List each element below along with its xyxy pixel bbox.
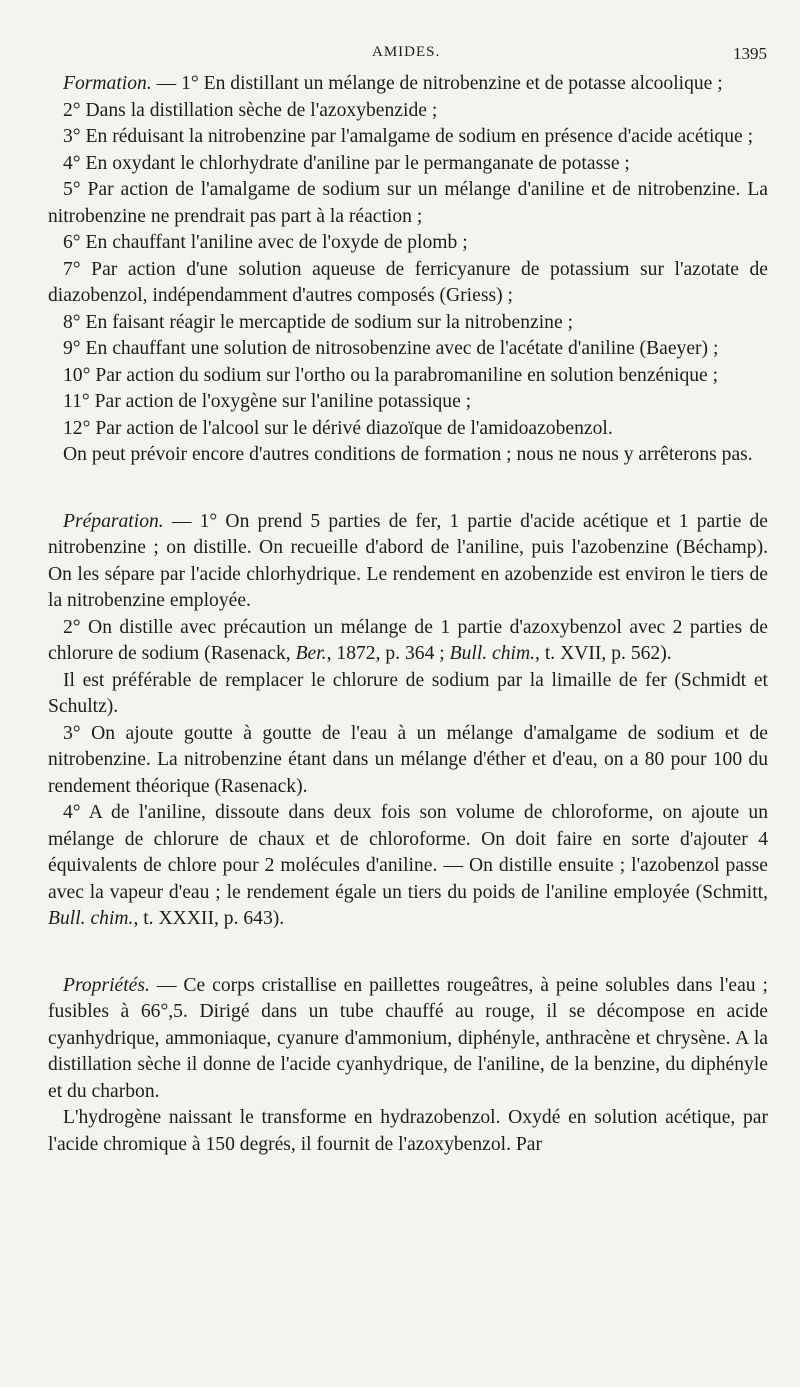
- formation-item-10: 10° Par action du sodium sur l'ortho ou la parabromaniline en solution benzénique ;: [63, 364, 719, 386]
- section-proprietes: [48, 973, 768, 1159]
- proprietes-paragraph-1: Propriétés. — Ce corps cristallise en paillettes rougeâtres, à peine solubles dans l'eau ; fusibles à 66°,5. Dirigé dans un tube chauffé au rouge, il se décompose en acide cyanhydrique, ammoniaque, cyanure d'ammonium, diphényle, anthracène et chrysène. A la distillation sèche il donne de l'acide cyanhydrique, de l'aniline, de la benzine, du diphényle et du charbon.: [48, 974, 768, 1102]
- section-title-proprietes: Propriétés.: [63, 974, 150, 996]
- formation-item-2: 2° Dans la distillation sèche de l'azoxybenzide ;: [63, 99, 438, 121]
- preparation-paragraph-4: 3° On ajoute goutte à goutte de l'eau à un mélange d'amalgame de sodium et de nitrobenzine. La nitrobenzine étant dans un mélange d'éther et d'eau, on a 80 pour 100 du rendement théorique (Rasenack).: [48, 722, 768, 797]
- formation-item-1: Formation. — 1° En distillant un mélange de nitrobenzine et de potasse alcoolique ;: [63, 73, 723, 94]
- section-title-formation: Formation.: [63, 73, 152, 94]
- page-header: [0, 44, 800, 68]
- formation-conclusion: On peut prévoir encore d'autres conditions de formation ; nous ne nous y arrêterons pas.: [63, 444, 753, 465]
- section-formation: [48, 71, 768, 469]
- running-title: AMIDES.: [372, 44, 441, 60]
- citation-bull-chim-2: Bull. chim.: [48, 908, 134, 929]
- formation-item-8: 8° En faisant réagir le mercaptide de sodium sur la nitrobenzine ;: [63, 311, 574, 333]
- formation-item-4: 4° En oxydant le chlorhydrate d'aniline par le permanganate de potasse ;: [63, 152, 630, 174]
- proprietes-paragraph-2: L'hydrogène naissant le transforme en hydrazobenzol. Oxydé en solution acétique, par l'acide chromique à 150 degrés, il fournit de l'azoxybenzol. Par: [48, 1107, 768, 1155]
- page-number: 1395: [733, 44, 767, 63]
- citation-ber: Ber.: [295, 643, 327, 664]
- citation-bull-chim: Bull. chim.: [449, 643, 536, 664]
- preparation-paragraph-1: Préparation. — 1° On prend 5 parties de fer, 1 partie d'acide acétique et 1 partie de nitrobenzine ; on distille. On recueille d'abord de l'aniline, puis l'azobenzine (Béchamp). On les sépare par l'acide chlorhydrique. Le rendement en azobenzide est environ le tiers de la nitrobenzine employée.: [48, 510, 768, 611]
- formation-item-7: 7° Par action d'une solution aqueuse de ferricyanure de potassium sur l'azotate de diazobenzol, indépendamment d'autres composés (Griess) ;: [48, 258, 768, 306]
- section-title-preparation: Préparation.: [63, 510, 164, 532]
- page-content: [48, 71, 768, 1158]
- preparation-paragraph-5: 4° A de l'aniline, dissoute dans deux fois son volume de chloroforme, on ajoute un mélange de chlorure de chaux et de chloroforme. On doit faire en sorte d'ajouter 4 équivalents de chlore pour 2 molécules d'aniline. — On distille ensuite ; l'azobenzol passe avec la vapeur d'eau ; le rendement égale un tiers du poids de l'aniline employée (Schmitt, Bull. chim., t. XXXII, p. 643).: [48, 802, 768, 929]
- formation-item-3: 3° En réduisant la nitrobenzine par l'amalgame de sodium en présence d'acide acétique ;: [63, 126, 754, 147]
- preparation-paragraph-2: 2° On distille avec précaution un mélange de 1 partie d'azoxybenzol avec 2 parties de chlorure de sodium (Rasenack, Ber., 1872, p. 364 ; Bull. chim., t. XVII, p. 562).: [48, 616, 768, 664]
- preparation-paragraph-3: Il est préférable de remplacer le chlorure de sodium par la limaille de fer (Schmidt et Schultz).: [48, 669, 768, 717]
- formation-item-5: 5° Par action de l'amalgame de sodium sur un mélange d'aniline et de nitrobenzine. La nitrobenzine ne prendrait pas part à la réaction ;: [48, 179, 768, 227]
- formation-item-6: 6° En chauffant l'aniline avec de l'oxyde de plomb ;: [63, 232, 468, 253]
- formation-item-12: 12° Par action de l'alcool sur le dérivé diazoïque de l'amidoazobenzol.: [63, 417, 613, 439]
- formation-item-11: 11° Par action de l'oxygène sur l'aniline potassique ;: [63, 391, 472, 412]
- formation-item-9: 9° En chauffant une solution de nitrosobenzine avec de l'acétate d'aniline (Baeyer) ;: [63, 338, 719, 359]
- section-preparation: [48, 509, 768, 933]
